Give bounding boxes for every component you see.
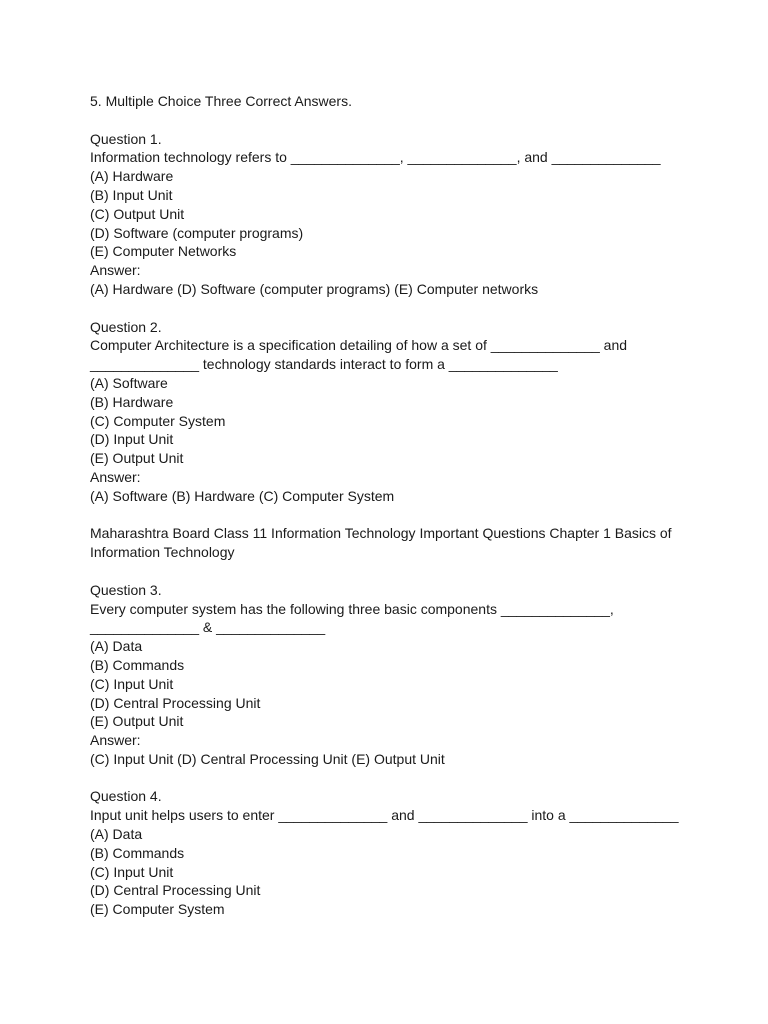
option: (A) Software	[90, 374, 168, 391]
option: (B) Hardware	[90, 393, 174, 410]
question-heading: Question 1.	[90, 130, 162, 147]
option: (A) Data	[90, 826, 143, 843]
option: (C) Input Unit	[90, 675, 174, 692]
answer-label: Answer:	[90, 262, 141, 279]
option: (C) Computer System	[90, 412, 226, 429]
question-2	[90, 318, 678, 506]
question-1	[90, 130, 678, 299]
option: (B) Commands	[90, 844, 185, 861]
question-3	[90, 581, 678, 769]
question-heading: Question 2.	[90, 318, 162, 335]
chapter-heading-line: Information Technology	[90, 544, 235, 561]
answer-text: (C) Input Unit (D) Central Processing Unit (E) Output Unit	[90, 750, 445, 767]
question-stem: ______________ technology standards interact to form a ______________	[90, 356, 558, 373]
option: (D) Input Unit	[90, 431, 174, 448]
option: (E) Output Unit	[90, 450, 184, 467]
option: (A) Data	[90, 638, 143, 655]
question-stem: Information technology refers to ______________, ______________, and ______________	[90, 149, 661, 166]
answer-text: (A) Software (B) Hardware (C) Computer System	[90, 487, 395, 504]
question-heading: Question 3.	[90, 581, 162, 598]
option: (D) Central Processing Unit	[90, 694, 261, 711]
question-stem: Every computer system has the following three basic components ______________,	[90, 600, 614, 617]
option: (E) Computer Networks	[90, 243, 237, 260]
question-stem: Computer Architecture is a specification detailing of how a set of ______________ and	[90, 337, 628, 354]
question-heading: Question 4.	[90, 788, 162, 805]
option: (D) Software (computer programs)	[90, 224, 304, 241]
option: (C) Output Unit	[90, 205, 185, 222]
chapter-heading	[90, 524, 678, 562]
question-4	[90, 787, 678, 919]
question-stem: Input unit helps users to enter ______________ and ______________ into a ______________	[90, 807, 679, 824]
option: (D) Central Processing Unit	[90, 882, 261, 899]
answer-label: Answer:	[90, 468, 141, 485]
option: (B) Input Unit	[90, 186, 173, 203]
chapter-heading-line: Maharashtra Board Class 11 Information Technology Important Questions Chapter 1 Basics of	[90, 525, 672, 542]
section-title: 5. Multiple Choice Three Correct Answers.	[90, 93, 352, 109]
option: (B) Commands	[90, 656, 185, 673]
option: (E) Output Unit	[90, 713, 184, 730]
option: (C) Input Unit	[90, 863, 174, 880]
option: (E) Computer System	[90, 901, 225, 918]
question-stem: ______________ & ______________	[90, 619, 326, 636]
answer-text: (A) Hardware (D) Software (computer programs) (E) Computer networks	[90, 280, 539, 297]
option: (A) Hardware	[90, 168, 174, 185]
answer-label: Answer:	[90, 732, 141, 749]
